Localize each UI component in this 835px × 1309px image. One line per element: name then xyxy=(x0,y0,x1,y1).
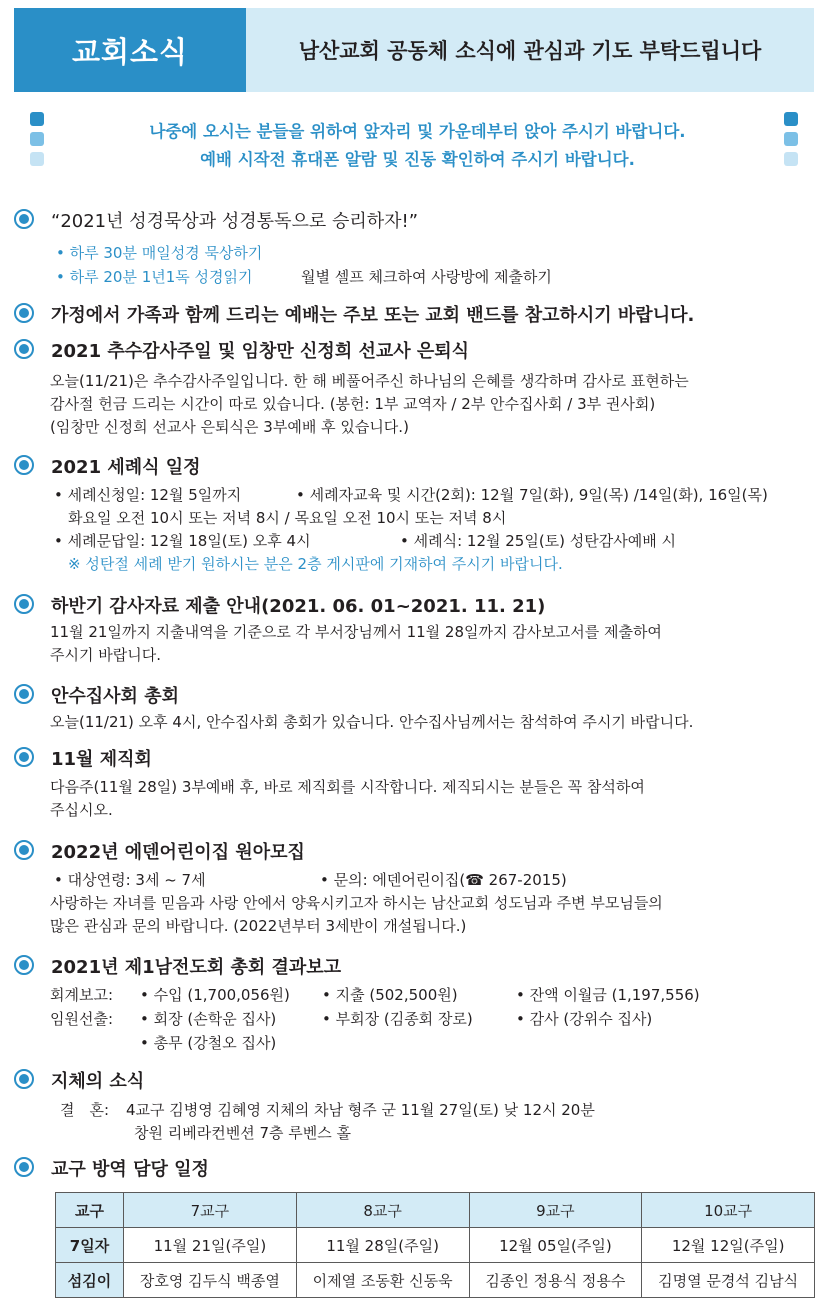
section-title: “2021년 성경묵상과 성경통독으로 승리하자!” xyxy=(51,211,419,232)
baptism-note: ※ 성탄절 세례 받기 원하시는 분은 2층 게시판에 기재하여 주시기 바랍니다. xyxy=(68,555,563,573)
body-line: 창원 리베라컨벤션 7층 루벤스 홀 xyxy=(134,1124,351,1142)
circle-bullet-icon xyxy=(14,303,34,323)
circle-bullet-icon xyxy=(14,747,34,767)
schedule-table xyxy=(55,1192,815,1298)
body-line: • 세례문답일: 12월 18일(토) 오후 4시 xyxy=(54,532,311,550)
section-title: 하반기 감사자료 제출 안내(2021. 06. 01~2021. 11. 21) xyxy=(51,596,546,617)
table-cell: 12월 05일(주일) xyxy=(469,1228,642,1263)
column-header: 8교구 xyxy=(296,1193,469,1228)
body-line: (임창만 신정희 선교사 은퇴식은 3부예배 후 있습니다.) xyxy=(50,418,409,436)
body-line: • 세례신청일: 12월 5일까지 xyxy=(54,486,242,504)
body-line: 주십시오. xyxy=(50,801,113,819)
body-line: 화요일 오전 10시 또는 저녁 8시 / 목요일 오전 10시 또는 저녁 8시 xyxy=(68,509,507,527)
body-line: • 대상연령: 3세 ~ 7세 xyxy=(54,871,206,889)
body-line: • 감사 (강위수 집사) xyxy=(516,1010,653,1028)
body-line: 다음주(11월 28일) 3부예배 후, 바로 제직회를 시작합니다. 제직되시는 분들은 꼭 참석하여 xyxy=(50,778,645,796)
table-header-row xyxy=(56,1193,815,1228)
section-title: 2021 세례식 일정 xyxy=(51,457,201,478)
body-line: • 지출 (502,500원) xyxy=(322,986,458,1004)
item-daily-reading-note: 월별 셀프 체크하여 사랑방에 제출하기 xyxy=(301,268,552,286)
page-title: 교회소식 xyxy=(14,8,246,92)
column-header: 10교구 xyxy=(642,1193,815,1228)
notice-box xyxy=(30,110,805,176)
table-cell: 12월 12일(주일) xyxy=(642,1228,815,1263)
row-label: 결 혼: xyxy=(60,1101,110,1119)
circle-bullet-icon xyxy=(14,339,34,359)
header-banner xyxy=(14,8,814,92)
table-row xyxy=(56,1228,815,1263)
table-cell: 김종인 정용식 정용수 xyxy=(469,1263,642,1298)
circle-bullet-icon xyxy=(14,684,34,704)
body-line: • 세례자교육 및 시간(2회): 12월 7일(화), 9일(목) /14일(화), 16일(목) xyxy=(296,486,768,504)
circle-bullet-icon xyxy=(14,1157,34,1177)
row-label: 임원선출: xyxy=(50,1010,114,1028)
section-title: 2021년 제1남전도회 총회 결과보고 xyxy=(51,957,342,978)
section-title: 교구 방역 담당 일정 xyxy=(51,1159,209,1180)
page-subtitle: 남산교회 공동체 소식에 관심과 기도 부탁드립니다 xyxy=(246,8,814,92)
notice-line-2: 예배 시작전 휴대폰 알람 및 진동 확인하여 주시기 바랍니다. xyxy=(200,150,635,169)
section-title: 2022년 에덴어린이집 원아모집 xyxy=(51,842,305,863)
section-disinfection-schedule xyxy=(14,1155,824,1179)
row-label: 회계보고: xyxy=(50,986,114,1004)
circle-bullet-icon xyxy=(14,594,34,614)
body-line: 4교구 김병영 김혜영 지체의 차남 형주 군 11월 27일(토) 낮 12시 20분 xyxy=(126,1101,595,1119)
section-members-news xyxy=(14,1067,824,1147)
body-line: 주시기 바랍니다. xyxy=(50,646,161,664)
body-line: • 수입 (1,700,056원) xyxy=(140,986,290,1004)
circle-bullet-icon xyxy=(14,455,34,475)
section-title: 지체의 소식 xyxy=(51,1071,145,1092)
notice-line-1: 나중에 오시는 분들을 위하여 앞자리 및 가운데부터 앉아 주시기 바랍니다. xyxy=(149,122,686,141)
section-bible-reading xyxy=(14,207,824,287)
body-line: 감사절 헌금 드리는 시간이 따로 있습니다. (봉헌: 1부 교역자 / 2부 안수집사회 / 3부 권사회) xyxy=(50,395,656,413)
table-cell: 11월 21일(주일) xyxy=(124,1228,297,1263)
body-line: • 세례식: 12월 25일(토) 성탄감사예배 시 xyxy=(400,532,676,550)
section-title: 가정에서 가족과 함께 드리는 예배는 주보 또는 교회 밴드를 참고하시기 바랍니다. xyxy=(51,305,695,326)
body-line: • 부회장 (김종회 장로) xyxy=(322,1010,473,1028)
body-line: • 총무 (강철오 집사) xyxy=(140,1034,277,1052)
circle-bullet-icon xyxy=(14,1069,34,1089)
body-line: 11월 21일까지 지출내역을 기준으로 각 부서장님께서 11월 28일까지 감사보고서를 제출하여 xyxy=(50,623,662,641)
section-kindergarten xyxy=(14,838,824,942)
body-line: • 문의: 에덴어린이집(☎ 267-2015) xyxy=(320,871,567,889)
section-baptism xyxy=(14,453,824,583)
section-family-worship xyxy=(14,301,824,325)
section-mens-group xyxy=(14,953,824,1063)
row-header: 섬김이 xyxy=(56,1263,124,1298)
column-header: 7교구 xyxy=(124,1193,297,1228)
table-cell: 장호영 김두식 백종열 xyxy=(124,1263,297,1298)
circle-bullet-icon xyxy=(14,840,34,860)
body-line: 오늘(11/21)은 추수감사주일입니다. 한 해 베풀어주신 하나님의 은혜를 생각하며 감사로 표현하는 xyxy=(50,372,689,390)
row-header: 7일자 xyxy=(56,1228,124,1263)
circle-bullet-icon xyxy=(14,955,34,975)
section-title: 안수집사회 총회 xyxy=(51,686,179,707)
body-line: 많은 관심과 문의 바랍니다. (2022년부터 3세반이 개설됩니다.) xyxy=(50,917,467,935)
section-title: 2021 추수감사주일 및 임창만 신정희 선교사 은퇴식 xyxy=(51,341,470,362)
table-cell: 11월 28일(주일) xyxy=(296,1228,469,1263)
item-daily-meditation: • 하루 30분 매일성경 묵상하기 xyxy=(56,244,263,262)
table-cell: 김명열 문경석 김남식 xyxy=(642,1263,815,1298)
table-cell: 이제열 조동환 신동욱 xyxy=(296,1263,469,1298)
section-thanksgiving xyxy=(14,337,824,437)
circle-bullet-icon xyxy=(14,209,34,229)
table-row xyxy=(56,1263,815,1298)
section-title: 11월 제직회 xyxy=(51,749,152,770)
body-line: 오늘(11/21) 오후 4시, 안수집사회 총회가 있습니다. 안수집사님께서는 참석하여 주시기 바랍니다. xyxy=(50,713,694,731)
item-daily-reading: • 하루 20분 1년1독 성경읽기 xyxy=(56,268,253,286)
section-officers-meeting xyxy=(14,745,824,825)
table-corner-cell: 교구 xyxy=(56,1193,124,1228)
body-line: 사랑하는 자녀를 믿음과 사랑 안에서 양육시키고자 하시는 남산교회 성도님과 주변 부모님들의 xyxy=(50,894,663,912)
section-deacons-meeting xyxy=(14,682,824,738)
section-audit xyxy=(14,592,824,672)
body-line: • 잔액 이월금 (1,197,556) xyxy=(516,986,700,1004)
body-line: • 회장 (손학운 집사) xyxy=(140,1010,277,1028)
column-header: 9교구 xyxy=(469,1193,642,1228)
